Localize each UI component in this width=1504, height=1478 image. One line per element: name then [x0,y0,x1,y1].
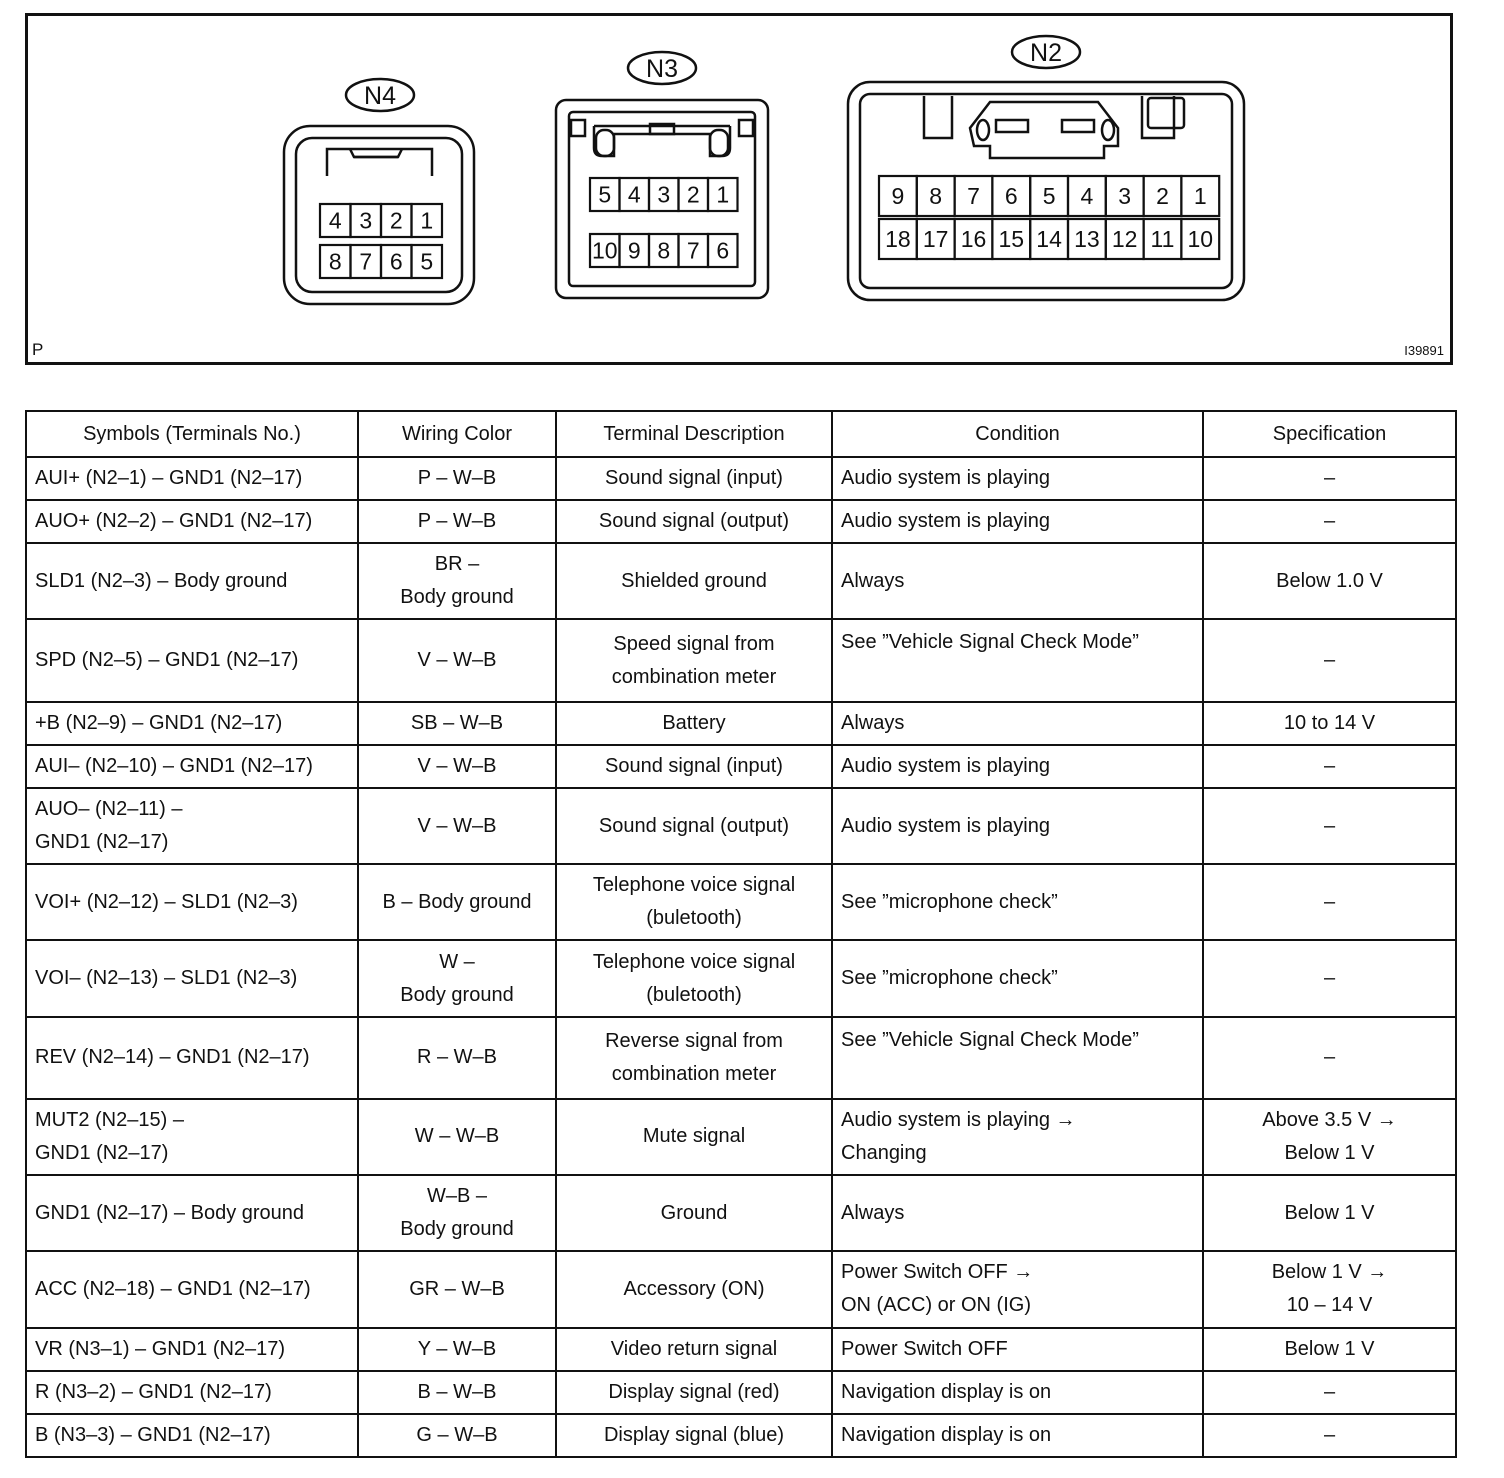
cell-specification-line: Above 3.5 V → [1262,1108,1397,1131]
cell-condition-line: Audio system is playing [841,754,1050,777]
cell-wiring-color-line: B – W–B [417,1380,497,1403]
cell-specification-line: Below 1 V [1284,1201,1375,1224]
cell-symbol [26,619,358,701]
header-wiring-color: Wiring Color [358,411,556,457]
cell-condition [832,619,1203,701]
table-body [26,457,1456,1457]
cell-condition-line: Audio system is playing [841,467,1050,490]
cell-terminal-description [556,1371,832,1414]
cell-condition [832,864,1203,940]
pin-number: 9 [891,183,905,209]
cell-terminal-description-line: Shielded ground [621,569,767,592]
cell-condition-line: See ”microphone check” [841,890,1058,913]
table-row [26,702,1456,745]
table-row [26,457,1456,500]
cell-symbol-line: VR (N3–1) – GND1 (N2–17) [35,1337,286,1360]
table-row [26,1251,1456,1327]
pin-number: 5 [420,248,434,275]
cell-wiring-color [358,1099,556,1175]
cell-specification [1203,745,1456,788]
cell-wiring-color [358,1175,556,1251]
pin-number: 3 [359,207,373,234]
cell-specification-line: – [1323,467,1336,490]
table-row [26,745,1456,788]
cell-terminal-description [556,940,832,1016]
cell-symbol [26,1175,358,1251]
pin-number: 3 [1118,183,1132,209]
pin-number: 7 [359,248,373,275]
cell-terminal-description-line: Mute signal [642,1125,746,1148]
cell-terminal-description-line: Ground [660,1201,728,1224]
header-specification: Specification [1203,411,1456,457]
cell-condition [832,1017,1203,1099]
cell-symbol-line: B (N3–3) – GND1 (N2–17) [35,1423,271,1446]
pin-number: 18 [885,226,911,252]
cell-symbol-line: SPD (N2–5) – GND1 (N2–17) [35,649,299,672]
cell-condition-line: Power Switch OFF → [841,1261,1034,1284]
table-header-row [26,411,1456,457]
pin-number: 2 [1156,183,1169,209]
cell-wiring-color [358,1414,556,1457]
figure-id: I39891 [1404,343,1444,358]
cell-specification [1203,457,1456,500]
pin-number: 7 [967,183,980,209]
cell-specification-line: – [1323,814,1336,837]
cell-condition-line: Audio system is playing [841,510,1050,533]
pin-number: 1 [716,181,730,208]
cell-specification [1203,1414,1456,1457]
cell-wiring-color [358,788,556,864]
cell-condition-line: Always [841,569,905,592]
pin-number: 8 [657,237,671,264]
pin-number: 4 [1080,183,1094,209]
cell-wiring-color [358,864,556,940]
cell-wiring-color-line: B – Body ground [382,890,532,913]
cell-wiring-color-line: V – W–B [417,649,497,672]
cell-symbol-line: REV (N2–14) – GND1 (N2–17) [35,1046,310,1069]
cell-specification-line: Below 1.0 V [1276,569,1383,592]
cell-specification-line: – [1323,1046,1336,1069]
cell-symbol [26,940,358,1016]
cell-condition [832,543,1203,619]
cell-condition [832,1371,1203,1414]
cell-wiring-color [358,702,556,745]
cell-symbol [26,702,358,745]
cell-terminal-description-line: Sound signal (output) [598,814,790,837]
cell-terminal-description [556,788,832,864]
cell-symbol-line: SLD1 (N2–3) – Body ground [35,569,288,592]
cell-terminal-description-line: Display signal (blue) [603,1423,785,1446]
cell-specification [1203,543,1456,619]
cell-condition [832,745,1203,788]
cell-terminal-description [556,1099,832,1175]
terminal-spec-table [25,410,1457,1458]
pin-number: 16 [960,226,987,252]
cell-condition-line: ON (ACC) or ON (IG) [841,1294,1031,1317]
cell-condition [832,1175,1203,1251]
table-row [26,500,1456,543]
cell-symbol-line: VOI+ (N2–12) – SLD1 (N2–3) [35,890,298,913]
header-condition: Condition [832,411,1203,457]
header-symbols: Symbols (Terminals No.) [26,411,358,457]
cell-specification-line: – [1323,754,1336,777]
cell-wiring-color [358,1371,556,1414]
cell-condition [832,500,1203,543]
cell-condition-line: Power Switch OFF [841,1337,1008,1360]
cell-condition-line: Audio system is playing → [841,1108,1076,1131]
cell-specification-line: – [1323,890,1336,913]
pin-grids [320,176,1219,278]
pin-number: 5 [598,181,612,208]
cell-specification [1203,1328,1456,1371]
connector-n3-label: N3 [646,55,678,83]
pin-number: 1 [1193,183,1207,209]
cell-symbol-line: R (N3–2) – GND1 (N2–17) [35,1380,272,1403]
cell-specification [1203,1175,1456,1251]
cell-terminal-description-line: Accessory (ON) [623,1277,765,1300]
cell-terminal-description [556,543,832,619]
cell-wiring-color-line: Body ground [400,983,514,1006]
cell-wiring-color-line: W – [439,950,475,973]
cell-terminal-description [556,1414,832,1457]
table-row [26,864,1456,940]
cell-terminal-description-line: Battery [662,711,726,734]
cell-symbol [26,500,358,543]
cell-condition-line: See ”microphone check” [841,967,1058,989]
cell-symbol [26,1251,358,1327]
cell-specification-line: – [1323,1380,1336,1403]
cell-condition-line: See ”Vehicle Signal Check Mode” [841,1028,1139,1051]
cell-wiring-color [358,457,556,500]
cell-wiring-color-line: GR – W–B [409,1277,505,1300]
cell-wiring-color-line: Body ground [400,586,514,609]
cell-symbol [26,457,358,500]
cell-wiring-color-line: P – W–B [417,467,497,490]
cell-specification-line: – [1323,649,1336,672]
table-row [26,1371,1456,1414]
cell-specification-line: Below 1 V → [1271,1261,1388,1284]
cell-specification-line: – [1323,1423,1336,1446]
cell-terminal-description-line: Speed signal from [613,632,775,655]
cell-symbol [26,1371,358,1414]
cell-terminal-description [556,1251,832,1327]
cell-symbol-line: GND1 (N2–17) [35,831,169,854]
cell-terminal-description [556,702,832,745]
table-row [26,1414,1456,1457]
cell-condition [832,457,1203,500]
pin-number: 17 [922,226,949,252]
pin-number: 11 [1150,226,1175,252]
table-row [26,543,1456,619]
cell-terminal-description [556,1017,832,1099]
cell-wiring-color-line: P – W–B [417,510,497,533]
cell-wiring-color [358,500,556,543]
table-row [26,788,1456,864]
cell-wiring-color-line: Y – W–B [417,1337,497,1360]
cell-terminal-description-line: (buletooth) [646,907,742,930]
pin-number: 8 [929,183,943,209]
cell-condition [832,702,1203,745]
cell-terminal-description-line: Sound signal (input) [605,467,783,490]
cell-terminal-description [556,457,832,500]
pin-number: 6 [389,248,403,275]
cell-condition [832,788,1203,864]
cell-specification [1203,864,1456,940]
cell-symbol [26,745,358,788]
cell-wiring-color-line: R – W–B [416,1046,498,1069]
cell-wiring-color-line: SB – W–B [410,711,504,734]
cell-wiring-color-line: W – W–B [414,1125,500,1148]
cell-wiring-color [358,619,556,701]
pin-number: 6 [716,237,730,264]
cell-symbol [26,1099,358,1175]
cell-wiring-color [358,1017,556,1099]
cell-specification [1203,619,1456,701]
cell-condition [832,1414,1203,1457]
pin-number: 4 [627,181,641,208]
cell-terminal-description-line: Telephone voice signal [592,874,796,897]
pin-number: 2 [686,181,700,208]
cell-symbol-line: +B (N2–9) – GND1 (N2–17) [35,711,283,734]
cell-terminal-description-line: Sound signal (output) [598,510,790,533]
table-row [26,940,1456,1016]
cell-terminal-description [556,619,832,701]
pin-number: 10 [1187,226,1214,252]
cell-symbol-line: GND1 (N2–17) – Body ground [35,1201,305,1224]
pin-number: 9 [627,237,641,264]
cell-wiring-color [358,1328,556,1371]
cell-condition-line: Navigation display is on [841,1423,1052,1446]
cell-specification-line: 10 to 14 V [1283,711,1376,734]
pin-number: 3 [657,181,671,208]
table-row [26,1099,1456,1175]
cell-symbol-line: GND1 (N2–17) [35,1141,169,1164]
cell-symbol-line: ACC (N2–18) – GND1 (N2–17) [35,1277,311,1300]
table-row [26,1328,1456,1371]
cell-symbol-line: AUI– (N2–10) – GND1 (N2–17) [35,754,313,777]
pin-number: 14 [1036,226,1062,252]
pin-number: 10 [591,237,618,264]
cell-wiring-color [358,940,556,1016]
cell-condition [832,940,1203,1016]
cell-condition-line: Always [841,1201,905,1224]
cell-specification-line: Below 1 V [1284,1337,1375,1360]
cell-symbol-line: AUO– (N2–11) – [35,798,183,821]
cell-symbol-line: VOI– (N2–13) – SLD1 (N2–3) [35,967,298,989]
pin-number: 13 [1074,226,1100,252]
cell-terminal-description-line: Sound signal (input) [605,754,783,777]
cell-condition [832,1099,1203,1175]
connector-diagram [25,13,1453,365]
pin-number: 6 [1004,183,1018,209]
cell-wiring-color-line: V – W–B [417,814,497,837]
cell-specification-line: Below 1 V [1284,1141,1375,1164]
cell-wiring-color-line: W–B – [426,1185,488,1208]
cell-condition-line: Audio system is playing [841,814,1050,837]
table-row [26,1175,1456,1251]
cell-symbol [26,1017,358,1099]
cell-specification-line: – [1323,967,1336,989]
cell-symbol [26,788,358,864]
cell-symbol-line: AUI+ (N2–1) – GND1 (N2–17) [35,467,303,490]
cell-wiring-color-line: BR – [434,553,480,576]
cell-specification [1203,1099,1456,1175]
cell-symbol [26,864,358,940]
cell-condition-line: Always [841,711,905,734]
pin-number: 12 [1111,226,1138,252]
connector-drawing [28,16,1450,362]
cell-terminal-description-line: (buletooth) [646,983,742,1006]
cell-terminal-description [556,1175,832,1251]
pin-number: 2 [389,207,403,234]
header-terminal-description: Terminal Description [556,411,832,457]
cell-condition [832,1251,1203,1327]
cell-condition-line: See ”Vehicle Signal Check Mode” [841,631,1139,654]
connector-n4-label: N4 [364,82,396,110]
cell-terminal-description-line: Reverse signal from [605,1029,783,1052]
pin-number: 5 [1042,183,1056,209]
cell-specification [1203,1251,1456,1327]
cell-terminal-description [556,500,832,543]
cell-specification [1203,500,1456,543]
cell-condition-line: Changing [841,1141,927,1164]
cell-specification [1203,702,1456,745]
pin-number: 1 [420,207,434,234]
cell-wiring-color [358,1251,556,1327]
cell-specification [1203,788,1456,864]
cell-symbol-line: MUT2 (N2–15) – [35,1108,184,1131]
cell-terminal-description [556,1328,832,1371]
cell-terminal-description-line: combination meter [611,665,777,688]
cell-specification [1203,1017,1456,1099]
cell-specification [1203,940,1456,1016]
cell-symbol [26,1414,358,1457]
cell-terminal-description [556,864,832,940]
cell-symbol-line: AUO+ (N2–2) – GND1 (N2–17) [35,510,313,533]
corner-label: P [32,340,44,359]
cell-condition-line: Navigation display is on [841,1380,1052,1403]
cell-terminal-description [556,745,832,788]
cell-symbol [26,1328,358,1371]
cell-terminal-description-line: Display signal (red) [608,1380,780,1403]
cell-wiring-color [358,543,556,619]
pin-number: 15 [998,226,1025,252]
cell-specification-line: 10 – 14 V [1286,1294,1373,1317]
cell-terminal-description-line: Telephone voice signal [592,950,796,973]
cell-specification-line: – [1323,510,1336,533]
cell-wiring-color-line: Body ground [400,1218,514,1241]
pin-number: 4 [328,207,342,234]
connector-n2-label: N2 [1030,39,1062,67]
cell-wiring-color [358,745,556,788]
pin-number: 8 [328,248,342,275]
cell-specification [1203,1371,1456,1414]
pin-number: 7 [686,237,700,264]
table-row [26,1017,1456,1099]
cell-terminal-description-line: combination meter [611,1062,777,1085]
cell-symbol [26,543,358,619]
table-row [26,619,1456,701]
cell-wiring-color-line: G – W–B [416,1423,498,1446]
cell-condition [832,1328,1203,1371]
cell-wiring-color-line: V – W–B [417,754,497,777]
cell-terminal-description-line: Video return signal [610,1337,778,1360]
